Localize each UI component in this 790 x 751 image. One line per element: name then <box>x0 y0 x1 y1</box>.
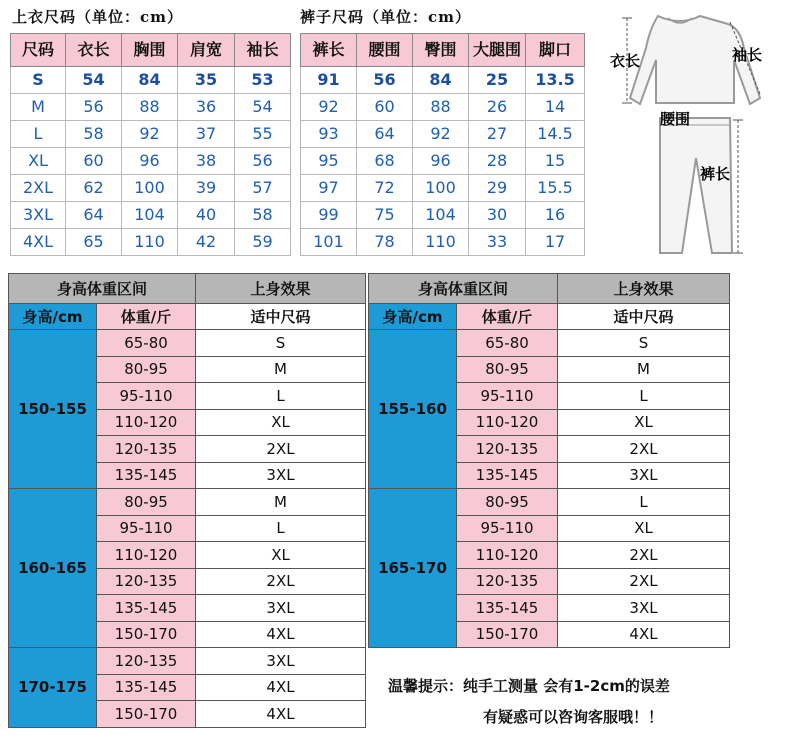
guide-left-recommended-size: 3XL <box>196 595 366 622</box>
guide-right-weight-range: 120-135 <box>457 568 558 595</box>
contact-service-tip: 有疑惑可以咨询客服哦！！ <box>483 708 664 726</box>
guide-left-size-subheader: 适中尺码 <box>196 304 366 330</box>
top-size-header-cell: 胸围 <box>122 34 178 67</box>
measurement-tip: 温馨提示：纯手工测量 会有1-2cm的误差 <box>388 677 670 695</box>
guide-right-weight-range: 65-80 <box>457 330 558 357</box>
label-sleeve-length: 袖长 <box>732 46 763 64</box>
guide-left-weight-range: 65-80 <box>97 330 196 357</box>
top-size-cell: 65 <box>66 229 122 256</box>
top-size-cell: 62 <box>66 175 122 202</box>
guide-right-recommended-size: M <box>558 356 730 383</box>
top-size-header-cell: 袖长 <box>235 34 291 67</box>
guide-left-effect-header: 上身效果 <box>196 274 366 304</box>
guide-right-subheader-row <box>369 304 730 330</box>
guide-left-weight-range: 95-110 <box>97 383 196 410</box>
guide-left-recommended-size: L <box>196 515 366 542</box>
top-size-row <box>11 121 291 148</box>
guide-left-header-row <box>9 274 366 304</box>
top-size-cell: 56 <box>235 148 291 175</box>
pants-size-cell: 26 <box>469 94 526 121</box>
pants-size-cell: 29 <box>469 175 526 202</box>
guide-left-height-subheader: 身高/cm <box>9 304 97 330</box>
guide-left-weight-subheader: 体重/斤 <box>97 304 196 330</box>
guide-right-recommended-size: XL <box>558 515 730 542</box>
top-size-cell: 4XL <box>11 229 66 256</box>
pants-size-cell: 91 <box>301 67 357 94</box>
top-size-cell: 40 <box>178 202 235 229</box>
pants-size-cell: 68 <box>357 148 413 175</box>
top-size-cell: 3XL <box>11 202 66 229</box>
pants-size-cell: 101 <box>301 229 357 256</box>
top-size-cell: M <box>11 94 66 121</box>
top-size-header-cell: 衣长 <box>66 34 122 67</box>
top-size-cell: 35 <box>178 67 235 94</box>
pants-size-cell: 110 <box>413 229 469 256</box>
pants-size-header-cell: 臀围 <box>413 34 469 67</box>
guide-left-row <box>9 489 366 516</box>
pants-size-cell: 93 <box>301 121 357 148</box>
guide-right-weight-range: 110-120 <box>457 409 558 436</box>
guide-left-recommended-size: XL <box>196 409 366 436</box>
guide-left-recommended-size: 2XL <box>196 436 366 463</box>
label-waist: 腰围 <box>660 110 691 128</box>
guide-right-recommended-size: 3XL <box>558 595 730 622</box>
pants-size-cell: 15.5 <box>526 175 585 202</box>
guide-left-weight-range: 80-95 <box>97 489 196 516</box>
pants-size-row <box>301 202 585 229</box>
top-size-cell: 96 <box>122 148 178 175</box>
pants-size-cell: 84 <box>413 67 469 94</box>
guide-left-recommended-size: S <box>196 330 366 357</box>
pants-size-cell: 17 <box>526 229 585 256</box>
top-size-cell: 64 <box>66 202 122 229</box>
guide-right-row <box>369 330 730 357</box>
guide-right-weight-range: 120-135 <box>457 436 558 463</box>
top-size-cell: 56 <box>66 94 122 121</box>
guide-right-weight-subheader: 体重/斤 <box>457 304 558 330</box>
guide-left-range-header: 身高体重区间 <box>9 274 196 304</box>
guide-left-weight-range: 150-170 <box>97 621 196 648</box>
guide-left-height-range: 170-175 <box>9 648 97 728</box>
guide-right-height-subheader: 身高/cm <box>369 304 457 330</box>
guide-left-recommended-size: M <box>196 489 366 516</box>
guide-left-weight-range: 120-135 <box>97 568 196 595</box>
guide-right-weight-range: 80-95 <box>457 489 558 516</box>
pants-size-cell: 99 <box>301 202 357 229</box>
guide-left-weight-range: 80-95 <box>97 356 196 383</box>
guide-right-height-range: 155-160 <box>369 330 457 489</box>
guide-left-row <box>9 648 366 675</box>
guide-left-weight-range: 110-120 <box>97 409 196 436</box>
guide-left-recommended-size: 4XL <box>196 621 366 648</box>
top-size-cell: 54 <box>66 67 122 94</box>
pants-size-cell: 30 <box>469 202 526 229</box>
pants-size-header-cell: 裤长 <box>301 34 357 67</box>
size-guide-left <box>8 273 366 728</box>
top-size-header-cell: 肩宽 <box>178 34 235 67</box>
top-size-cell: 92 <box>122 121 178 148</box>
guide-right-weight-range: 95-110 <box>457 515 558 542</box>
pants-size-cell: 75 <box>357 202 413 229</box>
top-size-cell: 100 <box>122 175 178 202</box>
top-size-row <box>11 148 291 175</box>
top-size-row <box>11 94 291 121</box>
guide-left-height-range: 150-155 <box>9 330 97 489</box>
pants-size-cell: 15 <box>526 148 585 175</box>
top-size-cell: 58 <box>66 121 122 148</box>
guide-right-weight-range: 80-95 <box>457 356 558 383</box>
pants-size-row <box>301 229 585 256</box>
guide-right-recommended-size: 2XL <box>558 568 730 595</box>
pants-size-cell: 72 <box>357 175 413 202</box>
guide-left-recommended-size: L <box>196 383 366 410</box>
guide-left-weight-range: 135-145 <box>97 462 196 489</box>
top-size-row <box>11 67 291 94</box>
guide-left-recommended-size: 4XL <box>196 674 366 701</box>
top-size-cell: 104 <box>122 202 178 229</box>
pants-size-row <box>301 94 585 121</box>
pants-size-cell: 97 <box>301 175 357 202</box>
guide-right-size-subheader: 适中尺码 <box>558 304 730 330</box>
guide-right-effect-header: 上身效果 <box>558 274 730 304</box>
pants-size-cell: 28 <box>469 148 526 175</box>
guide-left-recommended-size: 3XL <box>196 648 366 675</box>
top-size-cell: 84 <box>122 67 178 94</box>
pants-size-cell: 14 <box>526 94 585 121</box>
pants-size-cell: 104 <box>413 202 469 229</box>
pants-size-cell: 92 <box>413 121 469 148</box>
top-size-cell: 60 <box>66 148 122 175</box>
top-size-cell: 58 <box>235 202 291 229</box>
top-size-cell: 37 <box>178 121 235 148</box>
guide-left-weight-range: 95-110 <box>97 515 196 542</box>
pants-size-row <box>301 121 585 148</box>
top-size-cell: XL <box>11 148 66 175</box>
pants-size-row <box>301 67 585 94</box>
guide-right-weight-range: 135-145 <box>457 462 558 489</box>
top-size-cell: S <box>11 67 66 94</box>
top-size-cell: 39 <box>178 175 235 202</box>
guide-right-range-header: 身高体重区间 <box>369 274 558 304</box>
guide-left-weight-range: 120-135 <box>97 648 196 675</box>
top-size-cell: 59 <box>235 229 291 256</box>
pants-size-row <box>301 148 585 175</box>
guide-left-weight-range: 150-170 <box>97 701 196 728</box>
top-size-cell: 88 <box>122 94 178 121</box>
top-size-cell: 55 <box>235 121 291 148</box>
top-size-cell: 2XL <box>11 175 66 202</box>
pants-size-title: 裤子尺码（单位：cm） <box>300 8 472 26</box>
guide-left-weight-range: 120-135 <box>97 436 196 463</box>
guide-right-height-range: 165-170 <box>369 489 457 648</box>
guide-right-recommended-size: L <box>558 489 730 516</box>
guide-right-recommended-size: 2XL <box>558 436 730 463</box>
guide-right-header-row <box>369 274 730 304</box>
guide-left-recommended-size: 4XL <box>196 701 366 728</box>
pants-size-cell: 96 <box>413 148 469 175</box>
guide-right-recommended-size: L <box>558 383 730 410</box>
guide-right-recommended-size: 2XL <box>558 542 730 569</box>
guide-right-recommended-size: 3XL <box>558 462 730 489</box>
top-size-table <box>10 33 291 256</box>
top-size-cell: L <box>11 121 66 148</box>
top-size-cell: 57 <box>235 175 291 202</box>
top-size-title: 上衣尺码（单位：cm） <box>12 8 184 26</box>
pants-size-cell: 33 <box>469 229 526 256</box>
guide-left-weight-range: 135-145 <box>97 674 196 701</box>
top-size-cell: 110 <box>122 229 178 256</box>
guide-left-recommended-size: XL <box>196 542 366 569</box>
top-size-cell: 38 <box>178 148 235 175</box>
pants-size-cell: 78 <box>357 229 413 256</box>
guide-left-recommended-size: 3XL <box>196 462 366 489</box>
top-size-header-cell: 尺码 <box>11 34 66 67</box>
guide-right-recommended-size: 4XL <box>558 621 730 648</box>
guide-left-height-range: 160-165 <box>9 489 97 648</box>
guide-right-weight-range: 150-170 <box>457 621 558 648</box>
pants-size-header-cell: 腰围 <box>357 34 413 67</box>
top-size-row <box>11 229 291 256</box>
top-size-cell: 42 <box>178 229 235 256</box>
top-size-row <box>11 202 291 229</box>
guide-right-weight-range: 110-120 <box>457 542 558 569</box>
label-garment-length: 衣长 <box>610 52 641 70</box>
pants-size-cell: 27 <box>469 121 526 148</box>
pants-size-cell: 56 <box>357 67 413 94</box>
guide-left-recommended-size: M <box>196 356 366 383</box>
pants-size-cell: 25 <box>469 67 526 94</box>
body-measurement-figure <box>600 8 785 263</box>
top-size-cell: 54 <box>235 94 291 121</box>
pants-size-table <box>300 33 585 256</box>
guide-left-row <box>9 330 366 357</box>
pants-size-cell: 92 <box>301 94 357 121</box>
pants-size-header-cell: 大腿围 <box>469 34 526 67</box>
guide-left-weight-range: 110-120 <box>97 542 196 569</box>
guide-right-recommended-size: XL <box>558 409 730 436</box>
size-guide-right <box>368 273 730 648</box>
top-size-cell: 53 <box>235 67 291 94</box>
guide-left-recommended-size: 2XL <box>196 568 366 595</box>
guide-right-weight-range: 135-145 <box>457 595 558 622</box>
pants-size-cell: 16 <box>526 202 585 229</box>
pants-size-cell: 100 <box>413 175 469 202</box>
guide-right-recommended-size: S <box>558 330 730 357</box>
pants-size-row <box>301 175 585 202</box>
top-size-cell: 36 <box>178 94 235 121</box>
label-pants-length: 裤长 <box>700 165 731 183</box>
pants-size-cell: 88 <box>413 94 469 121</box>
pants-size-cell: 14.5 <box>526 121 585 148</box>
guide-right-weight-range: 95-110 <box>457 383 558 410</box>
guide-left-subheader-row <box>9 304 366 330</box>
pants-size-cell: 95 <box>301 148 357 175</box>
guide-right-row <box>369 489 730 516</box>
pants-size-cell: 60 <box>357 94 413 121</box>
top-size-row <box>11 175 291 202</box>
pants-size-cell: 13.5 <box>526 67 585 94</box>
pants-size-header-cell: 脚口 <box>526 34 585 67</box>
pants-size-cell: 64 <box>357 121 413 148</box>
guide-left-weight-range: 135-145 <box>97 595 196 622</box>
